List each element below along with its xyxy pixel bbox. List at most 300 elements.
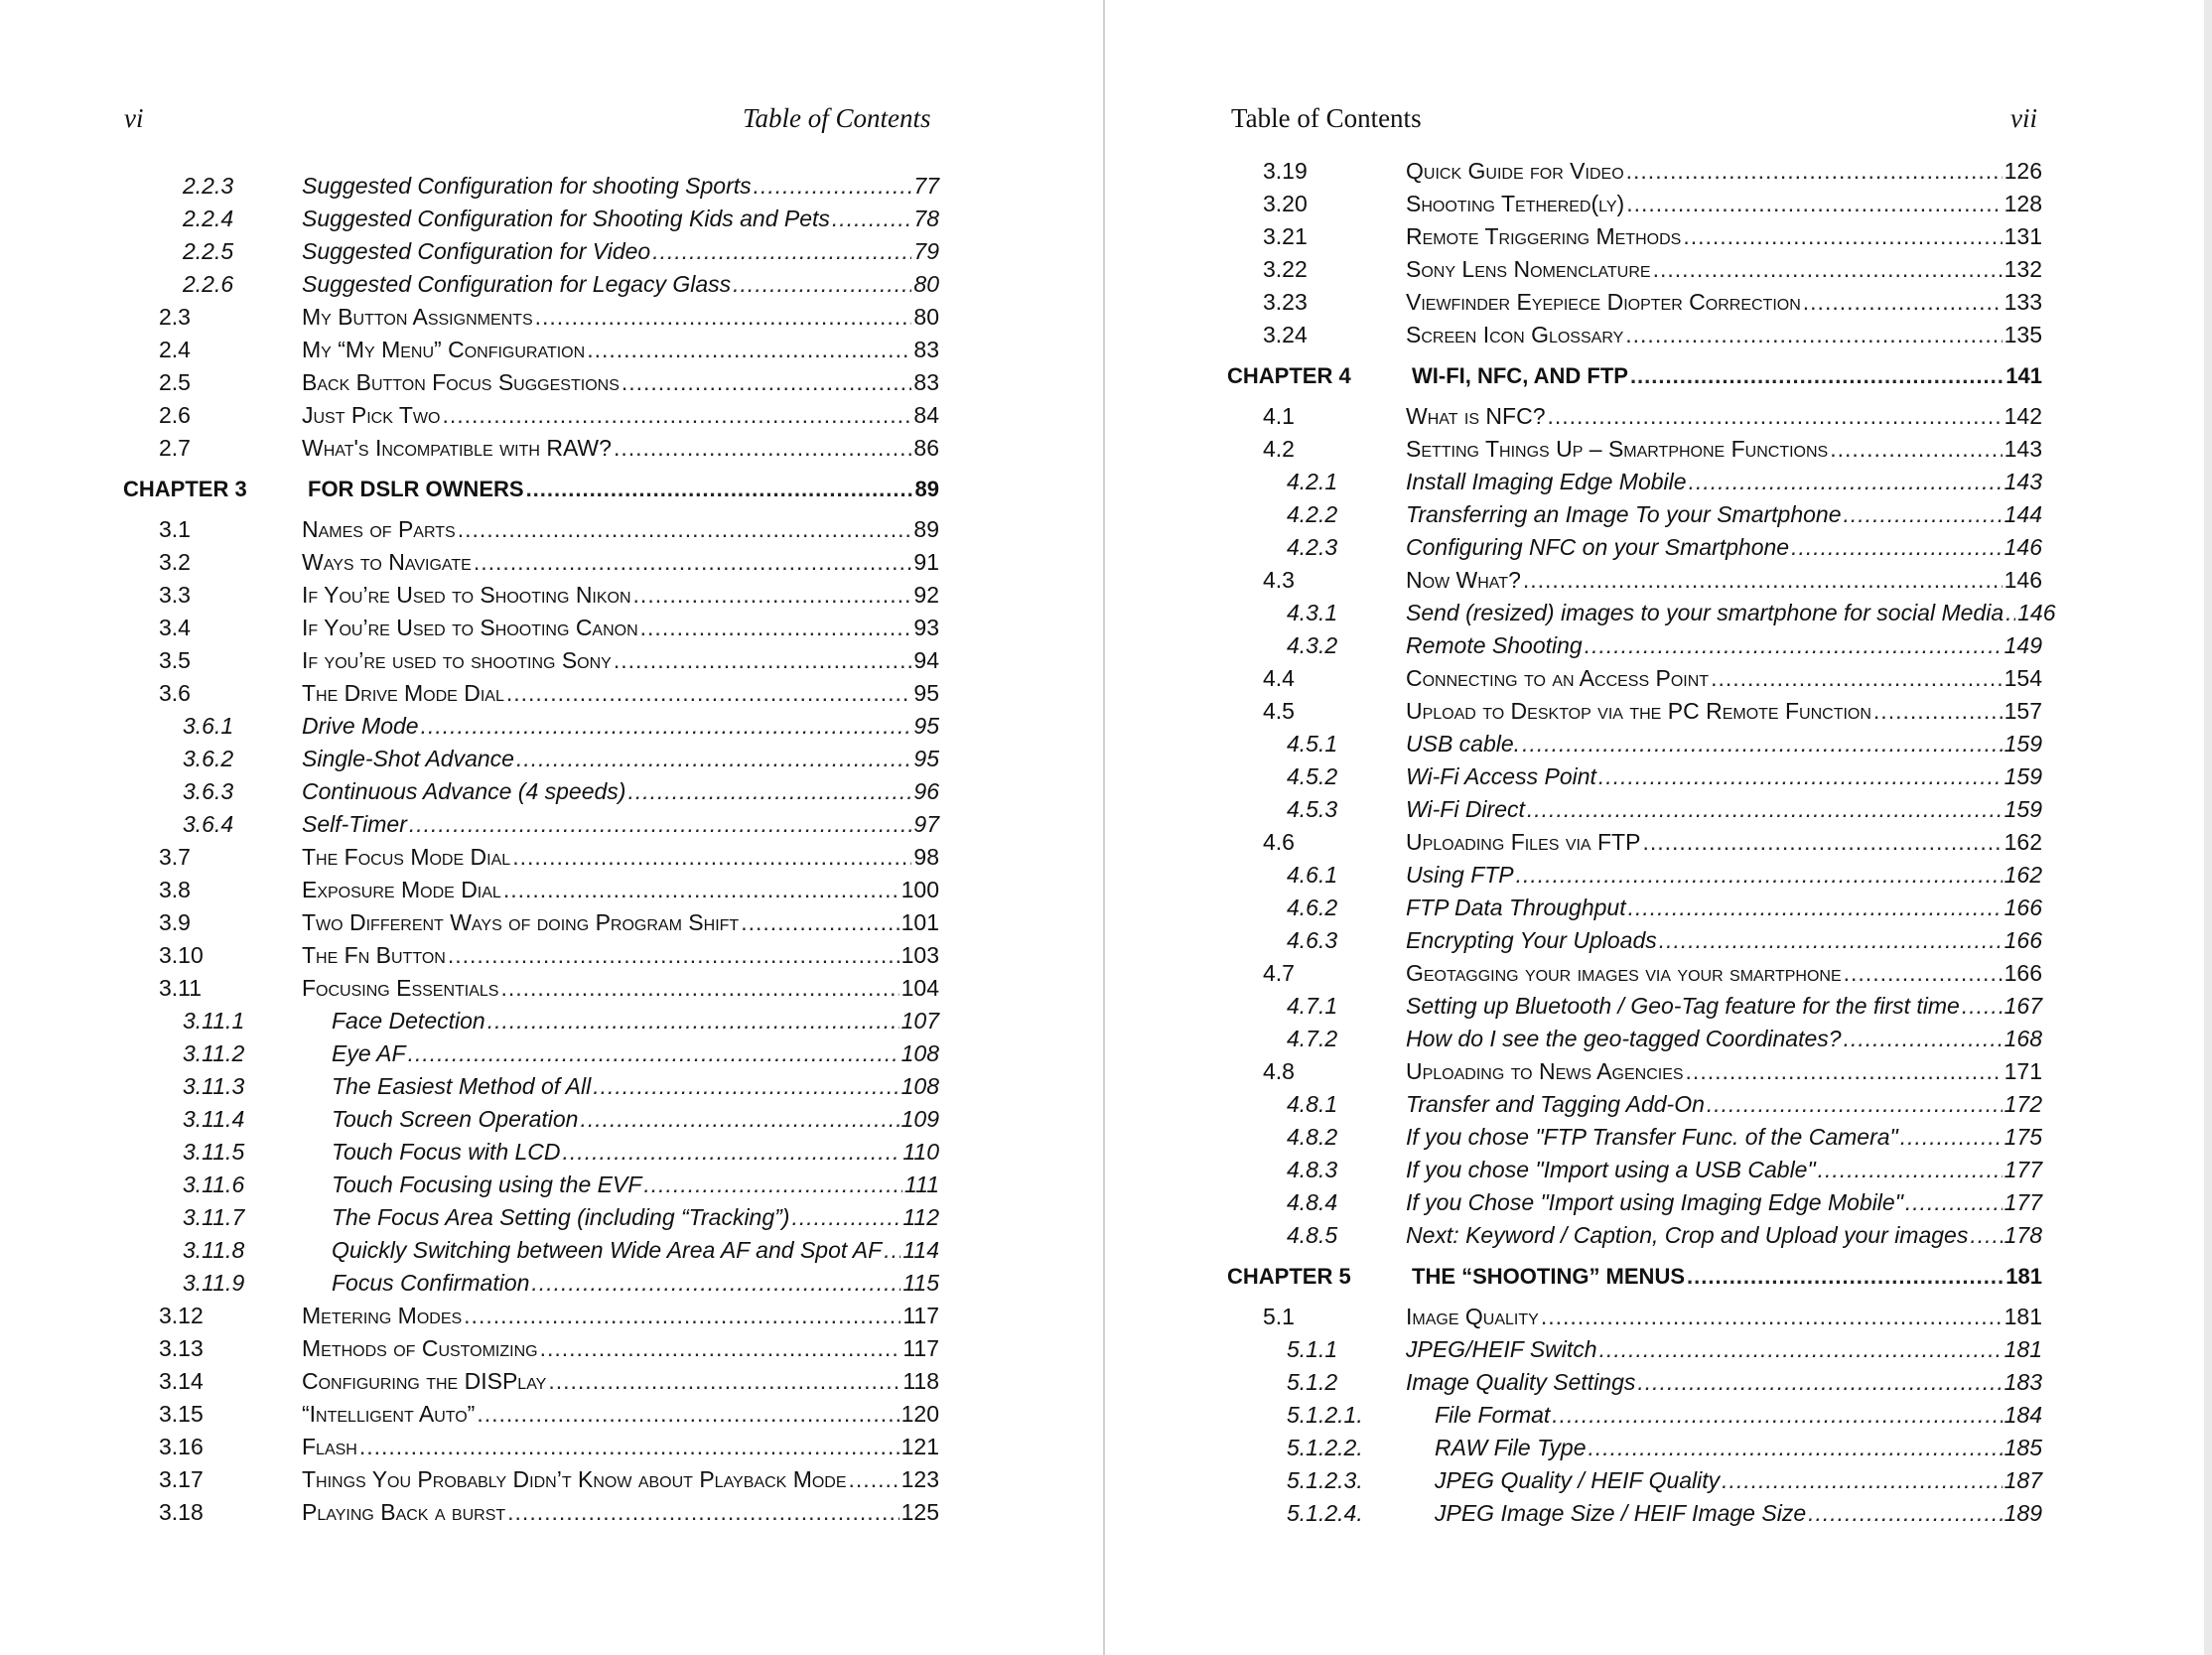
toc-entry-title: Transferring an Image To your Smartphone (1406, 501, 1842, 527)
toc-entry[interactable]: 3.11.6 Touch Focusing using the EVF ..... 111 (159, 1169, 939, 1201)
dot-leader (1689, 466, 2003, 498)
toc-entry-title: How do I see the geo-tagged Coordinates? (1406, 1026, 1842, 1051)
toc-entry-page-number: 117 (902, 1303, 939, 1328)
toc-chapter-entry[interactable]: CHAPTER 3 FOR DSLR OWNERS ..... 89 (159, 465, 939, 513)
toc-entry-page-number: 86 (913, 435, 939, 461)
toc-entry[interactable]: 3.6.3 Continuous Advance (4 speeds) ..... 96 (159, 775, 939, 808)
toc-entry-page-number: 171 (2004, 1058, 2042, 1084)
dot-leader (458, 513, 912, 546)
toc-entry-page-number: 126 (2004, 158, 2042, 184)
toc-entry-page-number: 89 (913, 516, 939, 542)
toc-entry-page-number: 123 (900, 1466, 939, 1492)
toc-entry[interactable]: 5.1.2.2. RAW File Type ..... 185 (1263, 1432, 2042, 1464)
window-edge (2204, 0, 2212, 1655)
toc-entry[interactable]: 5.1.1 JPEG/HEIF Switch ..... 181 (1263, 1333, 2042, 1366)
toc-entry-title: Viewfinder Eyepiece Diopter Correction (1406, 289, 1801, 315)
toc-entry-title: If you chose "FTP Transfer Func. of the Camera" (1406, 1124, 1898, 1150)
toc-entry-page-number: 101 (900, 909, 939, 935)
toc-entry[interactable]: 3.11.8 Quickly Switching between Wide Area AF and Spot AF ..... 114 (159, 1234, 939, 1267)
toc-entry[interactable]: 4.7.1 Setting up Bluetooth / Geo-Tag feature for the first time ..... 167 (1263, 990, 2042, 1023)
toc-entry-title: Remote Shooting (1406, 632, 1583, 658)
toc-entry-page-number: 108 (900, 1073, 939, 1099)
toc-entry-page-number: 162 (2004, 829, 2042, 855)
dot-leader (1970, 1219, 2002, 1252)
toc-entry-page-number: 104 (900, 975, 939, 1001)
toc-entry-title: Playing Back a burst (302, 1499, 506, 1525)
toc-entry[interactable]: 4.3.1 Send (resized) images to your smartphone for social Media ..... 146 (1263, 597, 2042, 629)
toc-entry-page-number: 135 (2004, 322, 2042, 347)
toc-entry[interactable]: 3.12 Metering Modes ..... 117 (159, 1300, 939, 1332)
toc-entry[interactable]: 3.21 Remote Triggering Methods ..... 131 (1263, 220, 2042, 253)
dot-leader (622, 366, 912, 399)
toc-entry-page-number: 95 (913, 746, 939, 771)
toc-entry[interactable]: 3.5 If you’re used to shooting Sony ..... 94 (159, 644, 939, 677)
dot-leader (1552, 1399, 2002, 1432)
toc-entry[interactable]: 4.8.3 If you chose "Import using a USB Cable" ..... 177 (1263, 1154, 2042, 1186)
dot-leader (487, 1005, 899, 1037)
toc-entry-page-number: 100 (900, 877, 939, 902)
page-folio: vi (124, 103, 144, 133)
toc-entry[interactable]: 3.11.7 The Focus Area Setting (including “Tracking”) ..... 112 (159, 1201, 939, 1234)
toc-entry-title: Two Different Ways of doing Program Shift (302, 909, 740, 935)
dot-leader (1818, 1154, 2003, 1186)
toc-entry-title: JPEG/HEIF Switch (1406, 1336, 1597, 1362)
toc-entry[interactable]: 4.5.3 Wi-Fi Direct ..... 159 (1263, 793, 2042, 826)
toc-entry[interactable]: 3.11.4 Touch Screen Operation ..... 109 (159, 1103, 939, 1136)
toc-entry-page-number: 77 (913, 173, 939, 199)
toc-entry[interactable]: 2.2.6 Suggested Configuration for Legacy Glass ..... 80 (159, 268, 939, 301)
toc-entry[interactable]: 3.22 Sony Lens Nomenclature ..... 132 (1263, 253, 2042, 286)
dot-leader (409, 808, 912, 841)
toc-entry-title: THE “SHOOTING” MENUS (1412, 1264, 1686, 1289)
toc-entry-page-number: 166 (2004, 927, 2042, 953)
toc-entry-page-number: 177 (2004, 1189, 2042, 1215)
toc-entry-title: Configuring NFC on your Smartphone (1406, 534, 1790, 560)
toc-entry-page-number: 80 (913, 304, 939, 330)
dot-leader (1686, 1055, 2003, 1088)
toc-entry-page-number: 89 (914, 477, 939, 501)
toc-entry[interactable]: 4.2.3 Configuring NFC on your Smartphone ..... 146 (1263, 531, 2042, 564)
toc-entry-page-number: 183 (2004, 1369, 2042, 1395)
toc-entry-title: File Format (1435, 1402, 1551, 1428)
toc-entry-page-number: 143 (2004, 436, 2042, 462)
dot-leader (516, 743, 911, 775)
toc-entry-page-number: 181 (2005, 1264, 2042, 1289)
toc-entry-page-number: 185 (2004, 1435, 2042, 1460)
toc-entry[interactable]: 3.11.9 Focus Confirmation ..... 115 (159, 1267, 939, 1300)
toc-entry[interactable]: 4.6 Uploading Files via FTP ..... 162 (1263, 826, 2042, 859)
dot-leader (421, 710, 912, 743)
toc-entry-title: My Button Assignments (302, 304, 533, 330)
toc-entry-title: Metering Modes (302, 1303, 463, 1328)
dot-leader (849, 1463, 899, 1496)
toc-entry-page-number: 78 (913, 206, 939, 231)
toc-entry-page-number: 94 (913, 647, 939, 673)
toc-entry-title: My “My Menu” Configuration (302, 337, 586, 362)
toc-entry-title: Suggested Configuration for Shooting Kids and Pets (302, 206, 830, 231)
toc-entry-title: FTP Data Throughput (1406, 895, 1626, 920)
toc-entry-page-number: 154 (2004, 665, 2042, 691)
dot-leader (1625, 319, 2002, 351)
dot-leader (526, 465, 913, 513)
toc-entry-title: JPEG Image Size / HEIF Image Size (1435, 1500, 1807, 1526)
toc-entry-page-number: 84 (913, 402, 939, 428)
dot-leader (633, 579, 912, 612)
toc-entry[interactable]: 2.7 What's Incompatible with RAW? ..... 86 (159, 432, 939, 465)
dot-leader (1683, 220, 2002, 253)
toc-entry-title: Using FTP (1406, 862, 1514, 888)
toc-entry[interactable]: 2.3 My Button Assignments ..... 80 (159, 301, 939, 334)
toc-entry-page-number: 178 (2004, 1222, 2042, 1248)
dot-leader (627, 775, 911, 808)
dot-leader (1630, 351, 2004, 400)
toc-entry[interactable]: 2.5 Back Button Focus Suggestions ..... 83 (159, 366, 939, 399)
toc-entry-title: JPEG Quality / HEIF Quality (1435, 1467, 1721, 1493)
dot-leader (1642, 826, 2002, 859)
toc-entry[interactable]: 2.2.4 Suggested Configuration for Shooting Kids and Pets ..... 78 (159, 203, 939, 235)
dot-leader (1905, 1186, 2003, 1219)
toc-entry[interactable]: 3.11.2 Eye AF ..... 108 (159, 1037, 939, 1070)
toc-entry-page-number: 95 (913, 680, 939, 706)
toc-entry[interactable]: 4.2.2 Transferring an Image To your Smartphone ..... 144 (1263, 498, 2042, 531)
dot-leader (754, 170, 912, 203)
toc-entry-title: Wi-Fi Direct (1406, 796, 1525, 822)
toc-entry[interactable]: 3.11.1 Face Detection ..... 107 (159, 1005, 939, 1037)
toc-entry-title: Flash (302, 1434, 357, 1459)
toc-entry-page-number: 159 (2004, 763, 2042, 789)
toc-entry-title: RAW File Type (1435, 1435, 1587, 1460)
dot-leader (1547, 400, 2002, 433)
toc-entry[interactable]: 3.2 Ways to Navigate ..... 91 (159, 546, 939, 579)
toc-entry[interactable]: 3.1 Names of Parts ..... 89 (159, 513, 939, 546)
toc-entry[interactable]: 3.10 The Fn Button ..... 103 (159, 939, 939, 972)
toc-entry-title: Uploading Files via FTP (1406, 829, 1641, 855)
dot-leader (507, 1496, 899, 1529)
dot-leader (531, 1267, 900, 1300)
toc-entry-title: If You’re Used to Shooting Nikon (302, 582, 631, 608)
toc-entry[interactable]: 4.4 Connecting to an Access Point ..... 154 (1263, 662, 2042, 695)
toc-entry-page-number: 187 (2004, 1467, 2042, 1493)
dot-leader (503, 874, 899, 906)
toc-entry[interactable]: 4.8.5 Next: Keyword / Caption, Crop and Upload your images ..... 178 (1263, 1219, 2042, 1252)
toc-entry[interactable]: 3.23 Viewfinder Eyepiece Diopter Correction ..... 133 (1263, 286, 2042, 319)
toc-entry[interactable]: 4.6.2 FTP Data Throughput ..... 166 (1263, 892, 2042, 924)
dot-leader (593, 1070, 899, 1103)
toc-entry-title: Names of Parts (302, 516, 456, 542)
dot-leader (832, 203, 911, 235)
toc-entry[interactable]: 3.11 Focusing Essentials ..... 104 (159, 972, 939, 1005)
toc-entry-page-number: 118 (902, 1368, 939, 1394)
toc-entry-page-number: 120 (900, 1401, 939, 1427)
toc-entry-title: Connecting to an Access Point (1406, 665, 1710, 691)
dot-leader (1598, 760, 2003, 793)
toc-entry-title: Geotagging your images via your smartphone (1406, 960, 1842, 986)
toc-entry-title: WI-FI, NFC, AND FTP (1412, 363, 1628, 388)
dot-leader (442, 399, 911, 432)
toc-entry[interactable]: 3.14 Configuring the DISPlay ..... 118 (159, 1365, 939, 1398)
toc-entry-title: “Intelligent Auto” (302, 1401, 476, 1427)
toc-entry[interactable]: 3.6.2 Single-Shot Advance ..... 95 (159, 743, 939, 775)
toc-entry[interactable]: 3.11.3 The Easiest Method of All ..... 108 (159, 1070, 939, 1103)
toc-entry-page-number: 112 (902, 1204, 939, 1230)
dot-leader (1626, 188, 2002, 220)
dot-leader (548, 1365, 900, 1398)
dot-leader (587, 334, 911, 366)
dot-leader (477, 1398, 899, 1431)
dot-leader (1900, 1121, 2003, 1154)
toc-entry[interactable]: 4.5.1 USB cable. ..... 159 (1263, 728, 2042, 760)
toc-entry[interactable]: 3.4 If You’re Used to Shooting Canon ..... 93 (159, 612, 939, 644)
toc-entry-page-number: 175 (2004, 1124, 2042, 1150)
toc-entry-page-number: 83 (913, 337, 939, 362)
toc-entry-title: Configuring the DISPlay (302, 1368, 547, 1394)
toc-entry[interactable]: 4.8.1 Transfer and Tagging Add-On ..... 172 (1263, 1088, 2042, 1121)
toc-entry-title: Methods of Customizing (302, 1335, 538, 1361)
dot-leader (1808, 1497, 2003, 1530)
toc-entry-title: Touch Focus with LCD (332, 1139, 561, 1165)
dot-leader (1722, 1464, 2002, 1497)
toc-entry-title: What is NFC? (1406, 403, 1546, 429)
dot-leader (643, 1169, 902, 1201)
toc-entry-title: USB cable. (1406, 731, 1521, 757)
toc-entry-title: Transfer and Tagging Add-On (1406, 1091, 1705, 1117)
dot-leader (464, 1300, 900, 1332)
toc-entry-title: Ways to Navigate (302, 549, 472, 575)
toc-entry[interactable]: 4.5.2 Wi-Fi Access Point ..... 159 (1263, 760, 2042, 793)
toc-entry-title: Touch Screen Operation (332, 1106, 579, 1132)
dot-leader (1527, 793, 2003, 826)
toc-entry-page-number: 143 (2004, 469, 2042, 494)
toc-entry-title: Face Detection (332, 1008, 485, 1034)
dot-leader (1628, 892, 2003, 924)
toc-entry[interactable]: 3.6 The Drive Mode Dial ..... 95 (159, 677, 939, 710)
toc-entry[interactable]: 3.3 If You’re Used to Shooting Nikon ..... 92 (159, 579, 939, 612)
toc-entry[interactable]: 3.18 Playing Back a burst ..... 125 (159, 1496, 939, 1529)
toc-entry-page-number: 125 (900, 1499, 939, 1525)
toc-entry-title: Upload to Desktop via the PC Remote Function (1406, 698, 1871, 724)
toc-entry-title: Remote Triggering Methods (1406, 223, 1682, 249)
toc-entry[interactable]: 4.8 Uploading to News Agencies ..... 171 (1263, 1055, 2042, 1088)
toc-entry-title: Install Imaging Edge Mobile (1406, 469, 1687, 494)
dot-leader (1541, 1301, 2003, 1333)
toc-entry-page-number: 189 (2004, 1500, 2042, 1526)
dot-leader (512, 841, 911, 874)
toc-entry-page-number: 91 (913, 549, 939, 575)
dot-leader (474, 546, 912, 579)
toc-entry[interactable]: 3.8 Exposure Mode Dial ..... 100 (159, 874, 939, 906)
dot-leader (563, 1136, 901, 1169)
toc-entry[interactable]: 3.7 The Focus Mode Dial ..... 98 (159, 841, 939, 874)
toc-entry-page-number: 146 (2004, 567, 2042, 593)
toc-entry-page-number: 172 (2004, 1091, 2042, 1117)
dot-leader (1599, 1333, 2003, 1366)
toc-entry-title: Now What? (1406, 567, 1521, 593)
toc-entry-page-number: 83 (913, 369, 939, 395)
dot-leader (448, 939, 899, 972)
toc-entry-page-number: 93 (913, 615, 939, 640)
toc-entry-page-number: 117 (902, 1335, 939, 1361)
dot-leader (1653, 253, 2003, 286)
dot-leader (1962, 990, 2003, 1023)
toc-entry-title: Shooting Tethered(ly) (1406, 191, 1625, 216)
toc-entry-title: What's Incompatible with RAW? (302, 435, 612, 461)
toc-list (123, 170, 939, 1529)
toc-entry-title: Self-Timer (302, 811, 407, 837)
toc-entry-page-number: 95 (913, 713, 939, 739)
toc-entry-title: The Easiest Method of All (332, 1073, 592, 1099)
toc-entry[interactable]: 5.1.2.1. File Format ..... 184 (1263, 1399, 2042, 1432)
toc-entry-title: Drive Mode (302, 713, 419, 739)
dot-leader (1659, 924, 2003, 957)
toc-entry-page-number: 133 (2004, 289, 2042, 315)
toc-entry-title: Quickly Switching between Wide Area AF and Spot AF (332, 1237, 883, 1263)
toc-entry-page-number: 166 (2004, 895, 2042, 920)
toc-entry[interactable]: 3.17 Things You Probably Didn’t Know about Playback Mode ..... 123 (159, 1463, 939, 1496)
toc-entry[interactable]: 4.6.1 Using FTP ..... 162 (1263, 859, 2042, 892)
toc-entry-title: The Drive Mode Dial (302, 680, 504, 706)
toc-entry-title: Sony Lens Nomenclature (1406, 256, 1651, 282)
toc-entry[interactable]: 3.6.1 Drive Mode ..... 95 (159, 710, 939, 743)
toc-entry[interactable]: 3.24 Screen Icon Glossary ..... 135 (1263, 319, 2042, 351)
toc-entry[interactable]: 2.4 My “My Menu” Configuration ..... 83 (159, 334, 939, 366)
toc-entry[interactable]: 3.13 Methods of Customizing ..... 117 (159, 1332, 939, 1365)
toc-entry-title: Suggested Configuration for shooting Sports (302, 173, 752, 199)
dot-leader (1791, 531, 2003, 564)
toc-entry[interactable]: 4.6.3 Encrypting Your Uploads ..... 166 (1263, 924, 2042, 957)
toc-entry-page-number: 149 (2004, 632, 2042, 658)
toc-entry-title: If you Chose "Import using Imaging Edge Mobile" (1406, 1189, 1903, 1215)
toc-entry-title: Touch Focusing using the EVF (332, 1172, 642, 1197)
dot-leader (1687, 1252, 2004, 1301)
toc-chapter-entry[interactable]: CHAPTER 5 THE “SHOOTING” MENUS ..... 181 (1263, 1252, 2042, 1301)
toc-entry[interactable]: 4.1 What is NFC? ..... 142 (1263, 400, 2042, 433)
toc-entry-page-number: 131 (2004, 223, 2042, 249)
toc-entry-page-number: 162 (2004, 862, 2042, 888)
toc-chapter-entry[interactable]: CHAPTER 4 WI-FI, NFC, AND FTP ..... 141 (1263, 351, 2042, 400)
toc-entry-page-number: 97 (913, 811, 939, 837)
toc-entry[interactable]: 4.5 Upload to Desktop via the PC Remote Function ..... 157 (1263, 695, 2042, 728)
dot-leader (2005, 597, 2015, 629)
toc-entry-title: Just Pick Two (302, 402, 441, 428)
toc-entry[interactable]: 5.1.2.4. JPEG Image Size / HEIF Image Size ..... 189 (1263, 1497, 2042, 1530)
toc-entry-page-number: 92 (913, 582, 939, 608)
toc-entry-title: Encrypting Your Uploads (1406, 927, 1657, 953)
toc-entry-title: If You’re Used to Shooting Canon (302, 615, 638, 640)
toc-entry-page-number: 103 (900, 942, 939, 968)
toc-entry[interactable]: 5.1.2.3. JPEG Quality / HEIF Quality ..... 187 (1263, 1464, 2042, 1497)
toc-entry[interactable]: 3.20 Shooting Tethered(ly) ..... 128 (1263, 188, 2042, 220)
dot-leader (652, 235, 911, 268)
dot-leader (614, 644, 912, 677)
dot-leader (1844, 1023, 2003, 1055)
toc-entry[interactable]: 4.2 Setting Things Up – Smartphone Functions ..... 143 (1263, 433, 2042, 466)
dot-leader (1585, 629, 2003, 662)
toc-entry[interactable]: 2.2.3 Suggested Configuration for shooting Sports ..... 77 (159, 170, 939, 203)
toc-entry-title: FOR DSLR OWNERS (308, 477, 524, 501)
dot-leader (1844, 498, 2003, 531)
dot-leader (1803, 286, 2003, 319)
toc-entry-title: Focus Confirmation (332, 1270, 530, 1296)
toc-entry-page-number: 111 (904, 1172, 939, 1197)
toc-entry-title: Image Quality (1406, 1304, 1539, 1329)
dot-leader (733, 268, 911, 301)
toc-entry-page-number: 181 (2004, 1336, 2042, 1362)
toc-entry-title: Single-Shot Advance (302, 746, 514, 771)
toc-entry[interactable]: 3.9 Two Different Ways of doing Program Shift ..... 101 (159, 906, 939, 939)
toc-entry-title: Suggested Configuration for Video (302, 238, 651, 264)
toc-entry-page-number: 108 (900, 1040, 939, 1066)
toc-entry[interactable]: 3.11.5 Touch Focus with LCD ..... 110 (159, 1136, 939, 1169)
dot-leader (540, 1332, 901, 1365)
dot-leader (1523, 564, 2003, 597)
toc-entry-title: Exposure Mode Dial (302, 877, 501, 902)
dot-leader (1830, 433, 2002, 466)
dot-leader (1844, 957, 2003, 990)
toc-entry-page-number: 96 (913, 778, 939, 804)
dot-leader (884, 1234, 900, 1267)
toc-entry-title: If you chose "Import using a USB Cable" (1406, 1157, 1816, 1182)
toc-entry-title: Back Button Focus Suggestions (302, 369, 620, 395)
toc-entry-page-number: 168 (2004, 1026, 2042, 1051)
dot-leader (741, 906, 899, 939)
dot-leader (535, 301, 912, 334)
left-page (0, 0, 1103, 1655)
toc-entry[interactable]: 4.8.4 If you Chose "Import using Imaging Edge Mobile" ..... 177 (1263, 1186, 2042, 1219)
toc-entry[interactable]: 3.16 Flash ..... 121 (159, 1431, 939, 1463)
toc-entry[interactable]: 2.2.5 Suggested Configuration for Video ..... 79 (159, 235, 939, 268)
toc-entry-page-number: 157 (2004, 698, 2042, 724)
dot-leader (614, 432, 911, 465)
toc-entry-page-number: 98 (913, 844, 939, 870)
toc-entry[interactable]: 4.3.2 Remote Shooting ..... 149 (1263, 629, 2042, 662)
dot-leader (1516, 859, 2003, 892)
dot-leader (1522, 728, 2003, 760)
toc-entry[interactable]: 3.6.4 Self-Timer ..... 97 (159, 808, 939, 841)
right-page (1105, 0, 2212, 1655)
toc-entry-page-number: 80 (913, 271, 939, 297)
toc-entry-title: The Focus Area Setting (including “Tracking”) (332, 1204, 790, 1230)
dot-leader (791, 1201, 900, 1234)
toc-entry-title: Next: Keyword / Caption, Crop and Upload your images (1406, 1222, 1969, 1248)
toc-entry-page-number: 146 (2004, 534, 2042, 560)
toc-entry-page-number: 159 (2004, 796, 2042, 822)
toc-entry-page-number: 184 (2004, 1402, 2042, 1428)
toc-entry[interactable]: 3.15 “Intelligent Auto” ..... 120 (159, 1398, 939, 1431)
dot-leader (1626, 155, 2003, 188)
toc-entry[interactable]: 4.2.1 Install Imaging Edge Mobile ..... 143 (1263, 466, 2042, 498)
dot-leader (1873, 695, 2003, 728)
toc-entry[interactable]: 3.19 Quick Guide for Video ..... 126 (1263, 155, 2042, 188)
toc-entry-page-number: 166 (2004, 960, 2042, 986)
toc-entry[interactable]: 2.6 Just Pick Two ..... 84 (159, 399, 939, 432)
toc-entry[interactable]: 5.1.2 Image Quality Settings ..... 183 (1263, 1366, 2042, 1399)
toc-entry[interactable]: 4.7.2 How do I see the geo-tagged Coordinates? ..... 168 (1263, 1023, 2042, 1055)
toc-entry-title: Continuous Advance (4 speeds) (302, 778, 626, 804)
dot-leader (1637, 1366, 2002, 1399)
toc-entry[interactable]: 5.1 Image Quality ..... 181 (1263, 1301, 2042, 1333)
toc-entry-title: Focusing Essentials (302, 975, 499, 1001)
toc-entry[interactable]: 4.3 Now What? ..... 146 (1263, 564, 2042, 597)
toc-entry[interactable]: 4.8.2 If you chose "FTP Transfer Func. of the Camera" ..... 175 (1263, 1121, 2042, 1154)
toc-entry-page-number: 167 (2004, 993, 2042, 1019)
toc-entry-page-number: 141 (2005, 363, 2042, 388)
dot-leader (500, 972, 899, 1005)
toc-entry-page-number: 177 (2004, 1157, 2042, 1182)
toc-entry-title: Wi-Fi Access Point (1406, 763, 1596, 789)
toc-entry[interactable]: 4.7 Geotagging your images via your smartphone ..... 166 (1263, 957, 2042, 990)
toc-entry-title: Screen Icon Glossary (1406, 322, 1624, 347)
toc-entry-page-number: 159 (2004, 731, 2042, 757)
